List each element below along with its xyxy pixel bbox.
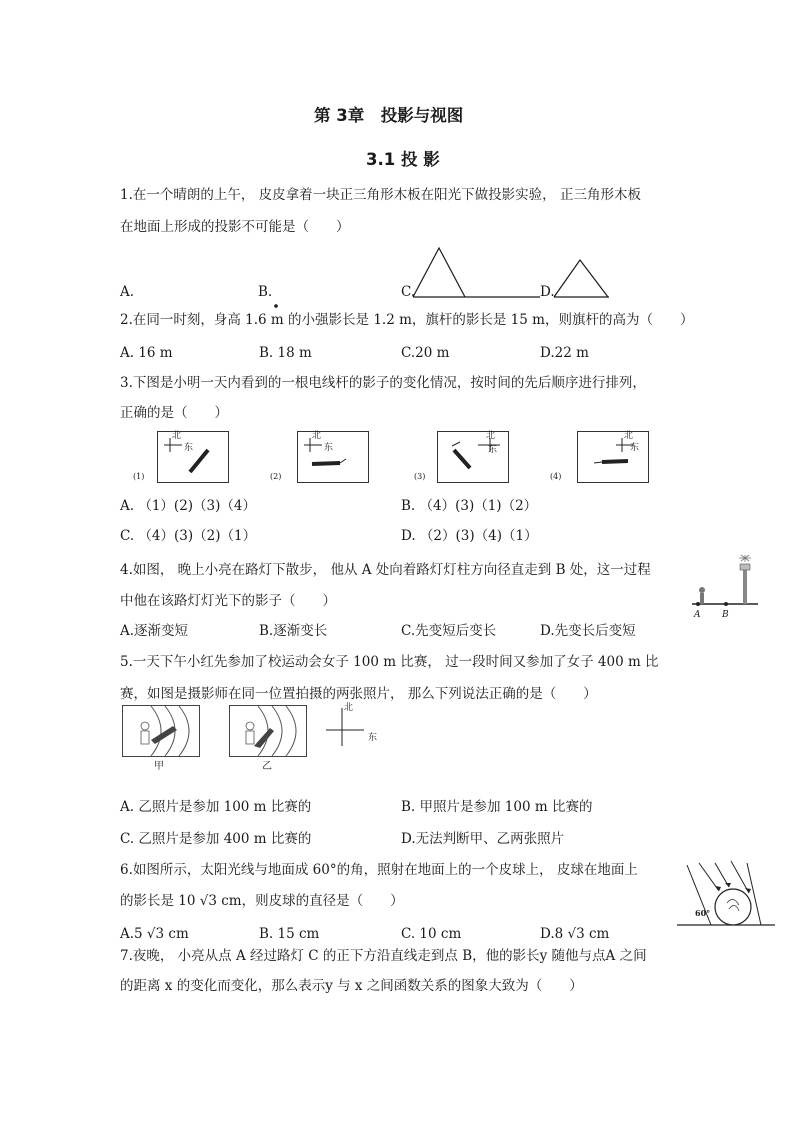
section-title: 3.1 投 影	[366, 150, 440, 169]
q4-option-b: B.逐渐变长	[259, 623, 328, 639]
q4-option-a: A.逐渐变短	[120, 623, 189, 639]
q1-option-b-dot-figure	[273, 294, 279, 313]
q1-option-c-triangle-figure	[413, 246, 541, 302]
q3-stem-line2: 正确的是（ ）	[120, 405, 228, 421]
point-a-label: A	[694, 610, 701, 620]
q2-option-d: D.22 m	[540, 345, 589, 361]
q5-photo-yi-label: 乙	[262, 761, 272, 772]
q4-option-c: C.先变短后变长	[401, 623, 497, 639]
angle-label: 60°	[695, 908, 711, 918]
q5-option-d: D.无法判断甲、乙两张照片	[401, 831, 565, 847]
q3-option-a: A. （1）(2)（3)（4）	[120, 498, 256, 514]
q1-option-b: B.	[258, 284, 273, 300]
q2-option-a: A. 16 m	[120, 345, 173, 361]
q1-stem-line1: 1.在一个晴朗的上午， 皮皮拿着一块正三角形木板在阳光下做投影实验， 正三角形木板	[120, 187, 641, 203]
q2-stem: 2.在同一时刻，身高 1.6 m 的小强影长是 1.2 m，旗杆的影长是 15 m，则旗杆的高为（ ）	[120, 312, 694, 328]
q6-stem-line2: 的影长是 10 √3 cm，则皮球的直径是（ ）	[120, 893, 404, 909]
q3-figure-1	[157, 431, 229, 483]
q6-option-b: B. 15 cm	[259, 926, 320, 942]
point-b-label: B	[722, 610, 729, 620]
q1-stem-line2: 在地面上形成的投影不可能是（ ）	[120, 219, 350, 235]
q2-option-c: C.20 m	[401, 345, 450, 361]
q5-photo-jia	[122, 705, 200, 757]
q5-stem-line1: 5.一天下午小红先参加了校运动会女子 100 m 比赛， 过一段时间又参加了女子 400 m 比	[120, 654, 659, 670]
q6-ball-figure	[677, 861, 777, 927]
q3-stem-line1: 3.下图是小明一天内看到的一根电线杆的影子的变化情况，按时间的先后顺序进行排列，	[120, 375, 646, 391]
q3-figure-4-label: (4)	[550, 472, 562, 481]
q3-option-c: C. （4）(3)（2)（1）	[120, 528, 257, 544]
north-label: 北	[624, 431, 634, 441]
north-label: 北	[344, 703, 354, 713]
q4-stem-line2: 中他在该路灯灯光下的影子（ ）	[120, 593, 336, 609]
q7-stem-line1: 7.夜晚， 小亮从点 A 经过路灯 C 的正下方沿直线走到点 B，他的影长y 随他与点A 之间	[120, 948, 647, 964]
q5-stem-line2: 赛，如图是摄影师在同一位置拍摄的两张照片， 那么下列说法正确的是（ ）	[120, 686, 597, 702]
q3-figure-4	[577, 431, 649, 483]
q5-photo-yi	[229, 705, 307, 757]
q3-figure-1-label: (1)	[133, 472, 145, 481]
chapter-title: 第 3章 投影与视图	[314, 106, 464, 125]
east-label: 东	[488, 445, 498, 455]
q2-option-b: B. 18 m	[259, 345, 312, 361]
q4-stem-line1: 4.如图， 晚上小亮在路灯下散步， 他从 A 处向着路灯灯柱方向径直走到 B 处，这一过程	[120, 562, 651, 578]
north-label: 北	[486, 431, 496, 441]
q7-stem-line2: 的距离 x 的变化而变化，那么表示y 与 x 之间函数关系的图象大致为（ ）	[120, 978, 583, 994]
q6-option-d: D.8 √3 cm	[540, 926, 610, 942]
q1-option-d-triangle-figure	[554, 258, 610, 302]
q4-streetlamp-figure	[690, 553, 760, 623]
east-label: 东	[184, 443, 194, 453]
q1-option-d: D.	[540, 284, 555, 300]
q4-option-d: D.先变长后变短	[540, 623, 636, 639]
q6-stem-line1: 6.如图所示，太阳光线与地面成 60°的角，照射在地面上的一个皮球上， 皮球在地面上	[120, 862, 638, 878]
q5-photo-jia-label: 甲	[154, 761, 164, 772]
q3-figure-3	[437, 431, 509, 483]
q3-figure-3-label: (3)	[414, 472, 426, 481]
q5-option-a: A. 乙照片是参加 100 m 比赛的	[120, 799, 312, 815]
q3-figure-2-label: (2)	[270, 472, 282, 481]
q1-option-a: A.	[120, 284, 135, 300]
east-label: 东	[324, 443, 334, 453]
q5-option-c: C. 乙照片是参加 400 m 比赛的	[120, 831, 312, 847]
north-label: 北	[172, 431, 182, 441]
q6-option-c: C. 10 cm	[401, 926, 462, 942]
north-label: 北	[312, 431, 322, 441]
q3-option-d: D. （2）(3)（4)（1）	[401, 528, 538, 544]
q3-figure-2	[297, 431, 369, 483]
q5-option-b: B. 甲照片是参加 100 m 比赛的	[401, 799, 593, 815]
east-label: 东	[630, 443, 640, 453]
q1-option-c: C.	[401, 284, 416, 300]
q5-compass-figure	[326, 704, 382, 750]
q6-option-a: A.5 √3 cm	[120, 926, 189, 942]
east-label: 东	[368, 733, 378, 743]
q3-option-b: B. （4）(3)（1)（2）	[401, 498, 538, 514]
